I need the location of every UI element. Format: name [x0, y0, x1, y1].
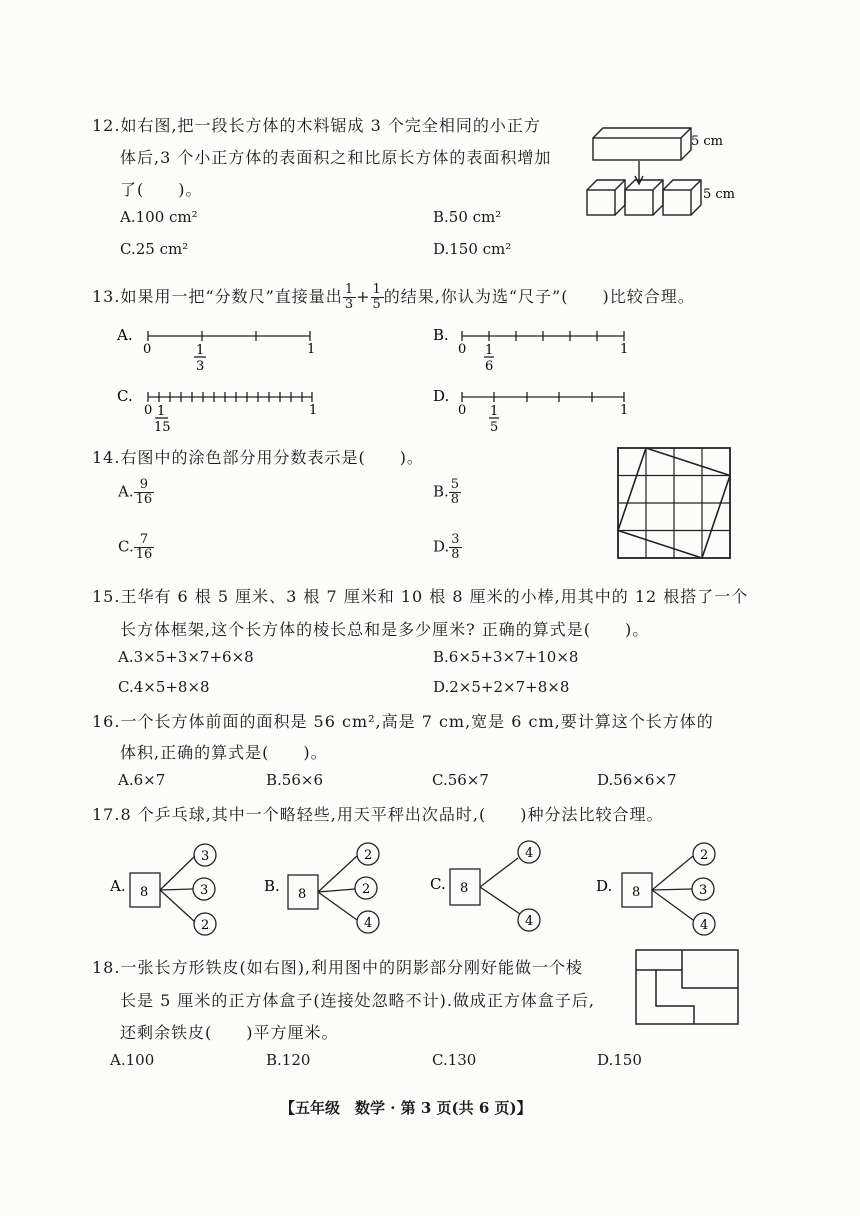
q13-ruler-d-mark-num: 1 — [490, 404, 499, 419]
q17-tree-b-child-3: 4 — [364, 916, 373, 931]
q13-ruler-a-one: 1 — [307, 342, 316, 357]
q17-tree-a-root: 8 — [140, 885, 149, 900]
q13-ruler-b-zero: 0 — [458, 342, 467, 357]
q13-ruler-c-mark-den: 15 — [154, 420, 171, 433]
q14-option-d-fraction — [449, 533, 461, 562]
q14-option-b-fraction — [449, 478, 461, 507]
q18-option-c: C.130 — [432, 1051, 477, 1069]
q14-option-a — [118, 478, 154, 507]
q14-c-num: 7 — [134, 533, 155, 548]
q15-option-b: B.6×5+3×7+10×8 — [433, 648, 579, 666]
q12-label-bottom: 5 cm — [703, 187, 736, 202]
q15-option-d: D.2×5+2×7+8×8 — [433, 678, 570, 696]
q17-tree-d-root: 8 — [632, 885, 641, 900]
q14-c-den: 16 — [135, 547, 153, 562]
q13-f2-num: 1 — [372, 282, 382, 297]
q13-ruler-d — [428, 383, 638, 433]
q15-option-a: A.3×5+3×7+6×8 — [118, 648, 254, 666]
q18-option-a: A.100 — [110, 1051, 155, 1069]
q17-tree-b-child-1: 2 — [364, 848, 373, 863]
q14-option-b-letter: B. — [433, 482, 449, 501]
q17-tree-c — [428, 836, 558, 936]
q17-tree-d-letter: D. — [596, 877, 613, 895]
q13-ruler-b-mark-den: 6 — [485, 359, 494, 372]
q12-cuboid-figure — [585, 118, 745, 223]
q13-f1-num: 1 — [344, 282, 355, 297]
q14-option-d — [433, 533, 462, 562]
q12-option-b: B.50 cm² — [433, 208, 502, 226]
q13-stem-pre: 13.如果用一把“分数尺”直接量出 — [92, 287, 343, 306]
q18-stem-line3: 还剩余铁皮( )平方厘米。 — [120, 1023, 339, 1042]
q12-stem-line3: 了( )。 — [120, 180, 203, 199]
q13-fraction-1 — [343, 283, 356, 312]
q13-plus: + — [356, 287, 371, 306]
q13-ruler-b — [428, 322, 638, 372]
q13-f1-den: 3 — [344, 297, 355, 312]
q13-ruler-a — [112, 322, 322, 372]
q12-label-top: 5 cm — [691, 134, 724, 149]
q13-ruler-a-letter: A. — [117, 326, 133, 344]
q13-ruler-c-letter: C. — [117, 387, 133, 405]
q17-tree-d-child-2: 3 — [699, 883, 708, 898]
q13-ruler-a-mark-den: 3 — [196, 359, 205, 372]
q13-f2-den: 5 — [372, 297, 382, 312]
q13-ruler-d-mark-den: 5 — [490, 420, 499, 433]
q17-tree-c-root: 8 — [460, 881, 469, 896]
q13-ruler-b-mark-num: 1 — [485, 343, 494, 358]
q14-stem: 14.右图中的涂色部分用分数表示是( )。 — [92, 448, 424, 467]
q16-stem-line1: 16.一个长方体前面的面积是 56 cm²,高是 7 cm,宽是 6 cm,要计算这个长方体的 — [92, 712, 714, 731]
q18-sheet-figure — [634, 948, 744, 1030]
q12-option-c: C.25 cm² — [120, 240, 189, 258]
q16-option-d: D.56×6×7 — [597, 771, 677, 789]
q16-stem-line2: 体积,正确的算式是( )。 — [120, 743, 328, 762]
q14-option-a-fraction — [134, 478, 155, 507]
q18-stem-line1: 18.一张长方形铁皮(如右图),利用图中的阴影部分刚好能做一个棱 — [92, 958, 584, 977]
q17-tree-a-letter: A. — [110, 877, 126, 895]
q14-d-den: 8 — [451, 547, 460, 562]
q14-a-den: 16 — [135, 492, 153, 507]
q13-ruler-d-letter: D. — [433, 387, 450, 405]
q17-stem: 17.8 个乒乓球,其中一个略轻些,用天平秤出次品时,( )种分法比较合理。 — [92, 805, 664, 824]
q13-ruler-c-one: 1 — [309, 403, 318, 418]
q13-ruler-b-letter: B. — [433, 326, 449, 344]
q13-ruler-a-mark-num: 1 — [196, 343, 205, 358]
q14-option-d-letter: D. — [433, 537, 450, 556]
q17-tree-d-child-3: 4 — [700, 918, 709, 933]
q17-tree-c-child-2: 4 — [525, 914, 534, 929]
q13-fraction-2 — [371, 283, 384, 312]
q12-option-a: A.100 cm² — [120, 208, 198, 226]
q16-option-b: B.56×6 — [266, 771, 323, 789]
q14-b-den: 8 — [450, 492, 460, 507]
q17-tree-c-child-1: 4 — [525, 846, 534, 861]
q14-grid-figure — [616, 446, 736, 562]
q13-ruler-a-zero: 0 — [143, 342, 152, 357]
q18-stem-line2: 长是 5 厘米的正方体盒子(连接处忽略不计).做成正方体盒子后, — [120, 991, 596, 1010]
q17-tree-d-child-1: 2 — [700, 848, 709, 863]
q13-ruler-c — [112, 383, 322, 433]
q14-option-c-letter: C. — [118, 537, 134, 556]
q17-tree-a-child-3: 2 — [201, 918, 210, 933]
q16-option-c: C.56×7 — [432, 771, 489, 789]
q14-option-c — [118, 533, 154, 562]
q17-tree-b-letter: B. — [264, 877, 280, 895]
q14-b-num: 5 — [450, 477, 460, 492]
q12-stem-line2: 体后,3 个小正方体的表面积之和比原长方体的表面积增加 — [120, 148, 552, 167]
q15-option-c: C.4×5+8×8 — [118, 678, 210, 696]
q17-tree-a-child-2: 3 — [200, 883, 209, 898]
q18-option-d: D.150 — [597, 1051, 642, 1069]
q14-option-c-fraction — [134, 533, 155, 562]
q13-ruler-c-mark-num: 1 — [157, 404, 166, 419]
q14-d-num: 3 — [451, 532, 460, 547]
q13-ruler-d-one: 1 — [620, 403, 629, 418]
q17-tree-a-child-1: 3 — [201, 849, 210, 864]
q17-tree-b — [262, 838, 392, 938]
q18-option-b: B.120 — [266, 1051, 311, 1069]
q13-ruler-c-zero: 0 — [144, 403, 153, 418]
q15-stem-line1: 15.王华有 6 根 5 厘米、3 根 7 厘米和 10 根 8 厘米的小棒,用其中的 12 根搭了一个 — [92, 587, 749, 606]
q14-a-num: 9 — [134, 478, 155, 493]
q14-option-b — [433, 478, 461, 507]
q17-tree-c-letter: C. — [430, 875, 446, 893]
q12-stem-line1: 12.如右图,把一段长方体的木料锯成 3 个完全相同的小正方 — [92, 116, 541, 135]
q13-stem-post: 的结果,你认为选“尺子”( )比较合理。 — [383, 287, 695, 306]
q12-option-d: D.150 cm² — [433, 240, 512, 258]
q17-tree-b-root: 8 — [298, 887, 307, 902]
q17-tree-a — [108, 838, 228, 938]
q13-ruler-d-zero: 0 — [458, 403, 467, 418]
q14-option-a-letter: A. — [118, 482, 134, 501]
q17-tree-d — [594, 838, 724, 938]
q16-option-a: A.6×7 — [118, 771, 166, 789]
q13-stem — [92, 283, 695, 312]
q17-tree-b-child-2: 2 — [362, 882, 371, 897]
q13-ruler-b-one: 1 — [620, 342, 629, 357]
q15-stem-line2: 长方体框架,这个长方体的棱长总和是多少厘米? 正确的算式是( )。 — [120, 620, 650, 639]
page-footer: 【五年级 数学 · 第 3 页(共 6 页)】 — [280, 1099, 532, 1117]
